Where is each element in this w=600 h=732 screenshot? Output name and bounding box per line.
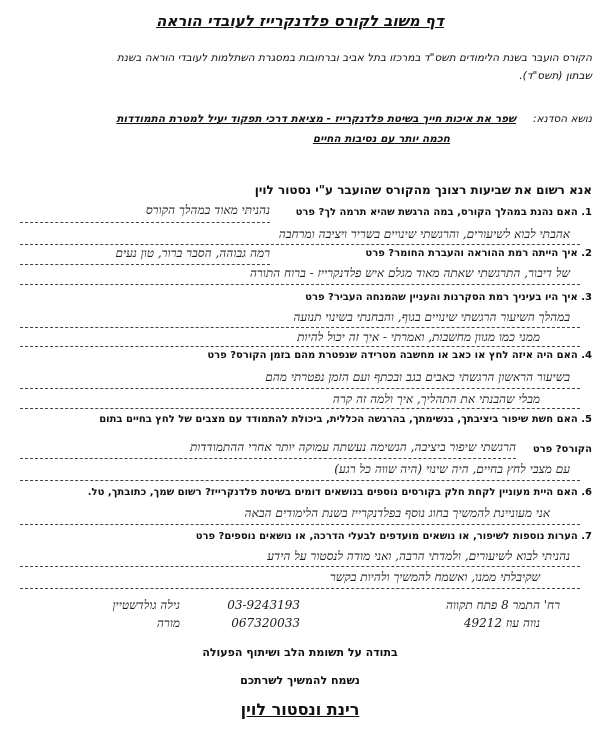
- answer-2-line-1: רמה גבוהה, הסבר ברור, טון נעים: [115, 246, 270, 260]
- question-text: האם היית מעוניין לקחת חלק בקורסים נוספים בנושאים דומים בשיטת פלדנקרייז? רשום שמך, כתובתך, טל.: [87, 487, 578, 498]
- answer-7-line-1: נהניתי לבוא לשיעורים, ולמדתי הרבה, ואני מודה לנסטור על הידע: [267, 549, 570, 563]
- answer-5-line-2: עם מצבי לחץ בחיים, היה שינוי (היה שווה כל רגע): [334, 462, 570, 476]
- question-text: האם חשת שיפור ביציבתך, בנשימתך, בהרגשה הכללית, ביכולת להתמודד עם מצבים של לחץ בחיים בתום: [99, 414, 578, 425]
- contact-role: מורה: [156, 616, 180, 630]
- topic-label: נושא הסדנא:: [532, 113, 592, 125]
- question-number: 5.: [581, 414, 592, 425]
- answer-line: [20, 458, 516, 459]
- question-7: [196, 531, 592, 542]
- intro-line-2: שבתון (תשס"ד).: [519, 70, 592, 82]
- topic-line-1: שפר את איכות חייך בשיטת פלדנקרייז - מציאת דרכי תפקוד יעיל למטרת התמודדות: [116, 113, 516, 125]
- question-number: 1.: [581, 207, 592, 218]
- contact-city: נווה עוז 49212: [463, 616, 540, 630]
- answer-line: [20, 408, 580, 409]
- answer-6-line-1: אני מעוניינת להמשיך בחוג נוסף בפלדנקרייז בשנת הלימודים הבאה: [244, 506, 550, 520]
- question-1: [296, 207, 592, 218]
- answer-3-line-1: במהלך השיעור הרגשתי שינויים בגוף, והבחנתי בשינוי תנועה: [293, 310, 570, 324]
- contact-address: רח' התמר 8 פתח תקווה: [445, 598, 560, 612]
- question-number: 3.: [581, 292, 592, 303]
- answer-7-line-2: שקיבלתי ממנו, ואשמח להמשיך ולהיות בקשר: [329, 570, 540, 584]
- contact-name: גילה גולדשטיין: [112, 598, 180, 612]
- answer-1-line-1: נהניתי מאוד במהלך הקורס: [145, 203, 270, 217]
- question-number: 2.: [581, 248, 592, 259]
- question-number: 4.: [581, 350, 592, 361]
- answer-line: [20, 524, 580, 525]
- question-text: האם היה איזה לחץ או כאב או מחשבה מטרידה שנפטרת מהם בזמן הקורס? פרט: [207, 350, 578, 361]
- question-3: [305, 292, 592, 303]
- question-text: האם נהנת במהלך הקורס, במה הרגשת שהיא תרמה לך? פרט: [295, 207, 578, 218]
- answer-1-line-2: אהבתי לבוא לשיעורים, והרגשתי שינויים בשריר ויציבה ומרחבה: [278, 227, 570, 241]
- question-text: הערות נוספות לשיפור, או נושאים מועדפים לבעלי הדרכה, או נושאים נוספים? פרט: [195, 531, 578, 542]
- answer-line: [20, 346, 580, 347]
- answer-line: [20, 566, 580, 567]
- question-number: 6.: [581, 487, 592, 498]
- question-4: [207, 350, 592, 361]
- answer-5-line-1: הרגשתי שיפור ביציבה, הנשימה נעשתה עמוקה יותר אחרי ההתמודדות: [189, 440, 516, 454]
- answer-4-line-2: מבלי שהבנתי את התהליך, איך ולמה זה קרה: [332, 392, 540, 406]
- answer-3-line-2: ממני כמו מגוון מחשבות, ואמרתי - איך זה יכול להיות: [297, 330, 540, 344]
- signature-text: רינת ונסטור לוין: [240, 700, 360, 719]
- answer-line: [20, 222, 270, 223]
- question-2: [365, 248, 592, 259]
- contact-phone-1: 03-9243193: [227, 598, 300, 612]
- answer-line: [20, 327, 580, 328]
- serve-text: נשמח להמשיך לשרתכם: [240, 674, 360, 687]
- contact-phone-2: 067320033: [231, 616, 300, 630]
- answer-2-line-2: של דיבור, התרגשתי שאתה מאוד מגלם איש פלדנקרייז - ברוח התורה: [249, 266, 570, 280]
- thanks-text: בתודה על תשומת הלב ושיתוף הפעולה: [202, 646, 398, 659]
- page-title: דף משוב לקורס פלדנקרייז לעובדי הוראה: [156, 12, 444, 30]
- question-text: איך הייתה רמת ההוראה והעברת החומר? פרט: [365, 248, 578, 259]
- question-number: 7.: [581, 531, 592, 542]
- answer-line: [20, 264, 270, 265]
- answer-line: [20, 244, 580, 245]
- answer-line: [20, 388, 580, 389]
- question-text: איך היו בעיניך רמת הסקרנות והעניין שהמנחה העביר? פרט: [305, 292, 578, 303]
- instruction-text: אנא רשום את שביעות רצונך מהקורס שהועבר ע"י נסטור לוין: [254, 183, 592, 197]
- question-5-continued: הקורס? פרט: [532, 444, 592, 455]
- question-5: [99, 414, 592, 425]
- answer-line: [20, 588, 580, 589]
- intro-line-1: הקורס הועבר בשנת הלימודים תשס"ד במרכזו בתל אביב וברחובות במסגרת השתלמות לעובדי הוראה בשנת: [116, 52, 592, 64]
- answer-line: [20, 480, 580, 481]
- answer-line: [20, 284, 580, 285]
- topic-line-2: חכמה יותר עם נסיבות החיים: [312, 133, 450, 145]
- question-6: [88, 487, 592, 498]
- answer-4-line-1: בשיעור הראשון הרגשתי כאבים בגב ובכתף ועם הזמן נפטרתי מהם: [265, 370, 570, 384]
